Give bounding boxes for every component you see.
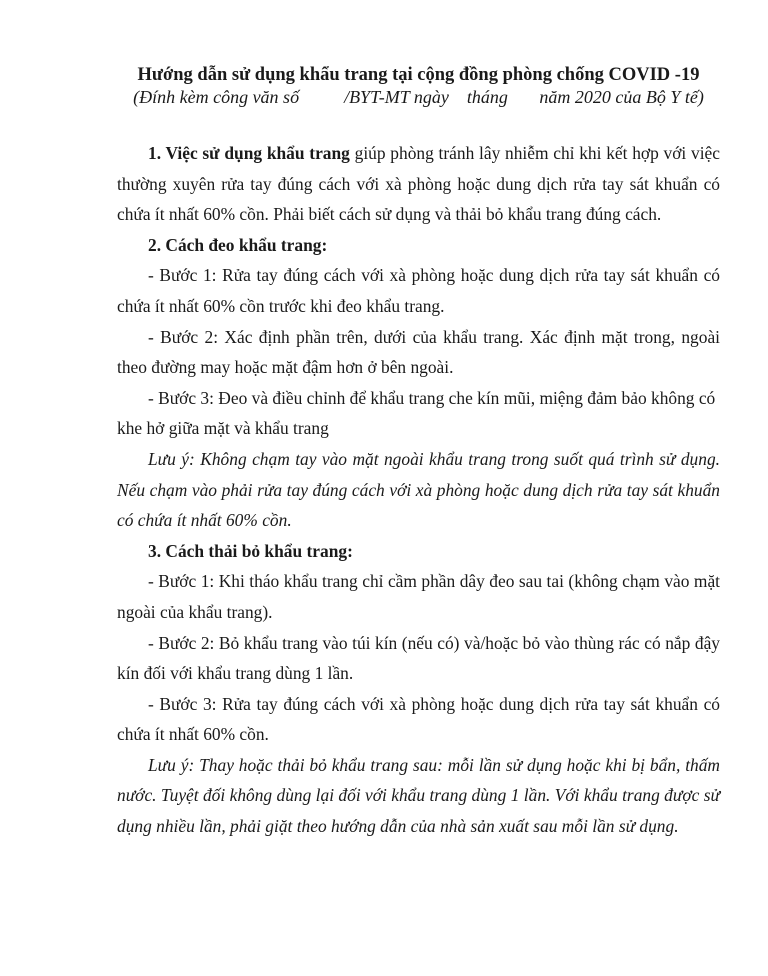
section-2-step-1: - Bước 1: Rửa tay đúng cách với xà phòng hoặc dung dịch rửa tay sát khuẩn có chứa ít nhất 60% cồn trước khi đeo khẩu trang. — [117, 265, 720, 316]
section-2-heading: 2. Cách đeo khẩu trang: — [148, 234, 328, 255]
document-page — [117, 64, 720, 842]
section-1-paragraph — [117, 138, 720, 230]
section-2-step-3: - Bước 3: Đeo và điều chỉnh để khẩu trang che kín mũi, miệng đảm bảo không có khe hở giữa mặt và khẩu trang — [117, 387, 716, 439]
section-3-step-2: - Bước 2: Bỏ khẩu trang vào túi kín (nếu có) và/hoặc bỏ vào thùng rác có nắp đậy kín đối với khẩu trang dùng 1 lần. — [117, 632, 720, 684]
document-body — [117, 138, 720, 842]
section-3-step-1: - Bước 1: Khi tháo khẩu trang chỉ cầm phần dây đeo sau tai (không chạm vào mặt ngoài của khẩu trang). — [117, 571, 720, 622]
section-3-note: Lưu ý: Thay hoặc thải bỏ khẩu trang sau: mỗi lần sử dụng hoặc khi bị bẩn, thấm nước. Tuyệt đối không dùng lại đối với khẩu trang dùng 1 lần. Với khẩu trang được sử dụng nhiều lần, phải giặt theo hướng dẫn của nhà sản xuất sau mỗi lần sử dụng. — [117, 754, 720, 837]
section-3-heading: 3. Cách thải bỏ khẩu trang: — [148, 540, 353, 561]
document-title: Hướng dẫn sử dụng khẩu trang tại cộng đồng phòng chống COVID -19 — [137, 65, 700, 85]
section-1-text: giúp phòng tránh lây nhiễm chỉ khi kết hợp với việc thường xuyên rửa tay đúng cách với xà phòng hoặc dung dịch rửa tay sát khuẩn có chứa ít nhất 60% cồn. Phải biết cách sử dụng và thải bỏ khẩu trang đúng cách. — [117, 143, 720, 225]
section-2-note: Lưu ý: Không chạm tay vào mặt ngoài khẩu trang trong suốt quá trình sử dụng. Nếu chạm vào phải rửa tay đúng cách với xà phòng hoặc dung dịch rửa tay sát khuẩn có chứa ít nhất 60% cồn. — [117, 448, 720, 531]
section-1-heading: 1. Việc sử dụng khẩu trang — [148, 143, 350, 163]
section-3-step-3: - Bước 3: Rửa tay đúng cách với xà phòng hoặc dung dịch rửa tay sát khuẩn có chứa ít nhất 60% cồn. — [117, 693, 720, 745]
section-2-step-2: - Bước 2: Xác định phần trên, dưới của khẩu trang. Xác định mặt trong, ngoài theo đường may hoặc mặt đậm hơn ở bên ngoài. — [117, 326, 720, 378]
document-subtitle: (Đính kèm công văn số /BYT-MT ngày tháng năm 2020 của Bộ Y tế) — [133, 87, 704, 107]
